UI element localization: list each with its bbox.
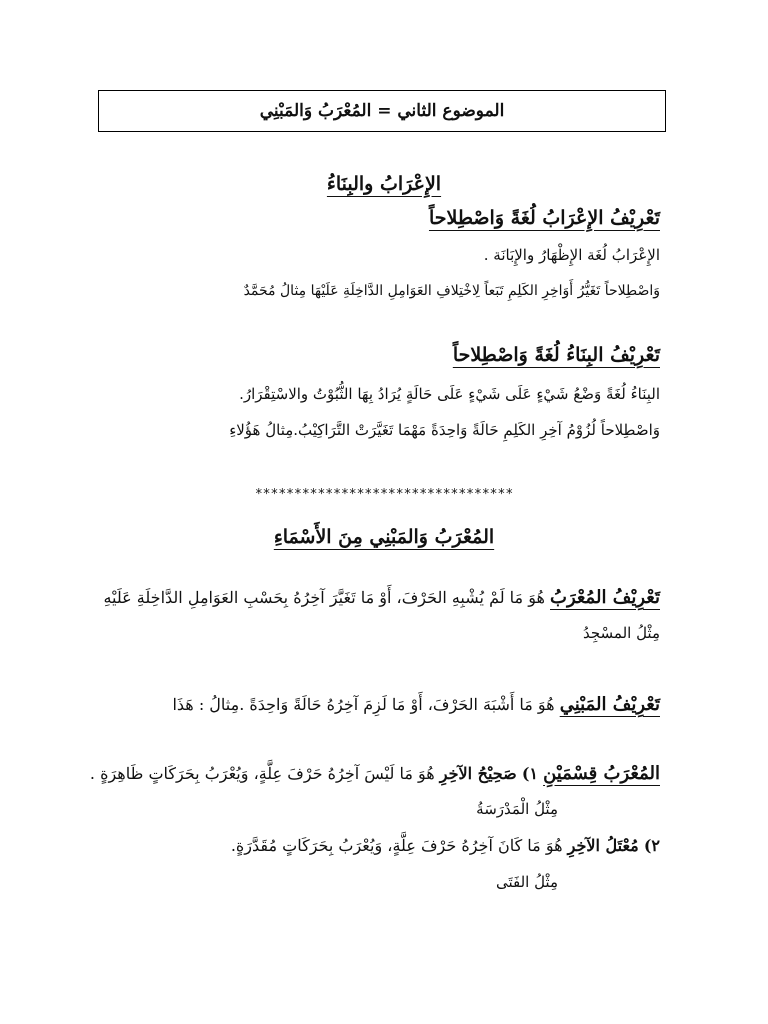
types-term: المُعْرَبُ قِسْمَيْنِ — [543, 763, 660, 784]
def-i3rab-heading-line — [429, 207, 660, 229]
topic-title: الموضوع الثاني = المُعْرَبُ وَالمَبْنِي — [259, 101, 505, 121]
type2-example: مِثْلُ الفَتَى — [495, 873, 558, 891]
type1-example: مِثْلُ الْمَدْرَسَةُ — [476, 800, 558, 818]
topic-title-box — [98, 90, 666, 132]
def-i3rab-line1: الإِعْرَابُ لُغَة الإِظْهَارُ والإِبَانَة . — [483, 246, 660, 264]
type1-number: ١) — [521, 764, 538, 783]
type2-text: هُوَ مَا كَانَ آخِرُهُ حَرْفَ عِلَّةٍ، وَيُعْرَبُ بِحَرَكَاتٍ مُقَدَّرَةٍ. — [230, 836, 563, 855]
def-i3rab-line2: وَاصْطِلاحاً تَغَيُّرُ أَوَاخِرِ الكَلِمِ تَبَعاً لِاخْتِلافِ العَوَامِلِ الدَّاخِلَةِ عَلَيْهَا مِثالُ مُحَمَّدٌ — [243, 283, 660, 299]
types-line1 — [90, 763, 660, 784]
mu3rab-definition-line — [103, 587, 660, 608]
def-bina-line2: وَاصْطِلاحاً لُزُوْمُ آخِرِ الكَلِمِ حَالَةً وَاحِدَةً مَهْمَا تَغَيَّرَتْ التَّرَاكِيْبُ.مِثالُ هَؤُلاءِ — [229, 421, 660, 439]
def-bina-heading-line — [453, 344, 660, 366]
mu3rab-text: هُوَ مَا لَمْ يُشْبِهِ الحَرْفَ، أَوْ مَا تَغَيَّرَ آخِرُهُ بِحَسْبِ العَوَامِلِ الدَّاخِلَةِ عَلَيْهِ — [103, 588, 545, 607]
type2-term: مُعْتَلُ الآخِرِ — [567, 836, 639, 855]
def-i3rab-heading: تَعْرِيْفُ الإِعْرَابُ لُغَةً وَاصْطِلاحاً — [428, 207, 660, 229]
mu3rab-term: تَعْرِيْفُ المُعْرَبُ — [550, 587, 660, 608]
mu3rab-example: مِثْلُ المسْجِدُ — [582, 624, 660, 642]
mabni-term: تَعْرِيْفُ المَبْنِي — [559, 694, 660, 715]
section1-title: الإِعْرَابُ والبِنَاءُ — [326, 173, 442, 195]
def-bina-heading: تَعْرِيْفُ البِنَاءُ لُغَةً وَاصْطِلاحاً — [452, 344, 660, 366]
type1-term: صَحِيْحُ الآخِرِ — [439, 764, 517, 783]
type1-text: هُوَ مَا لَيْسَ آخِرُهُ حَرْفَ عِلَّةٍ، وَيُعْرَبُ بِحَرَكَاتٍ ظَاهِرَةٍ . — [89, 764, 435, 783]
section2-title: المُعْرَبُ وَالمَبْنِي مِنَ الأَسْمَاءِ — [273, 526, 495, 548]
section1-title-line — [0, 173, 768, 195]
types-line2 — [231, 836, 660, 855]
mabni-text: هُوَ مَا أَشْبَهَ الحَرْفَ، أَوْ مَا لَزِمَ آخِرُهُ حَالَةً وَاحِدَةً .مِثالُ : هَذَا — [172, 695, 555, 714]
def-bina-line1: البِنَاءُ لُغَةً وَضْعُ شَيْءٍ عَلَى شَيْءٍ عَلَى حَالَةٍ يُرَادُ بِهَا الثُّبُوْتُ والاسْتِقْرَارُ. — [239, 385, 660, 403]
type2-number: ٢) — [643, 836, 660, 855]
mabni-definition-line — [172, 694, 660, 715]
section2-title-line — [0, 526, 768, 548]
separator-stars: ********************************* — [254, 487, 514, 502]
